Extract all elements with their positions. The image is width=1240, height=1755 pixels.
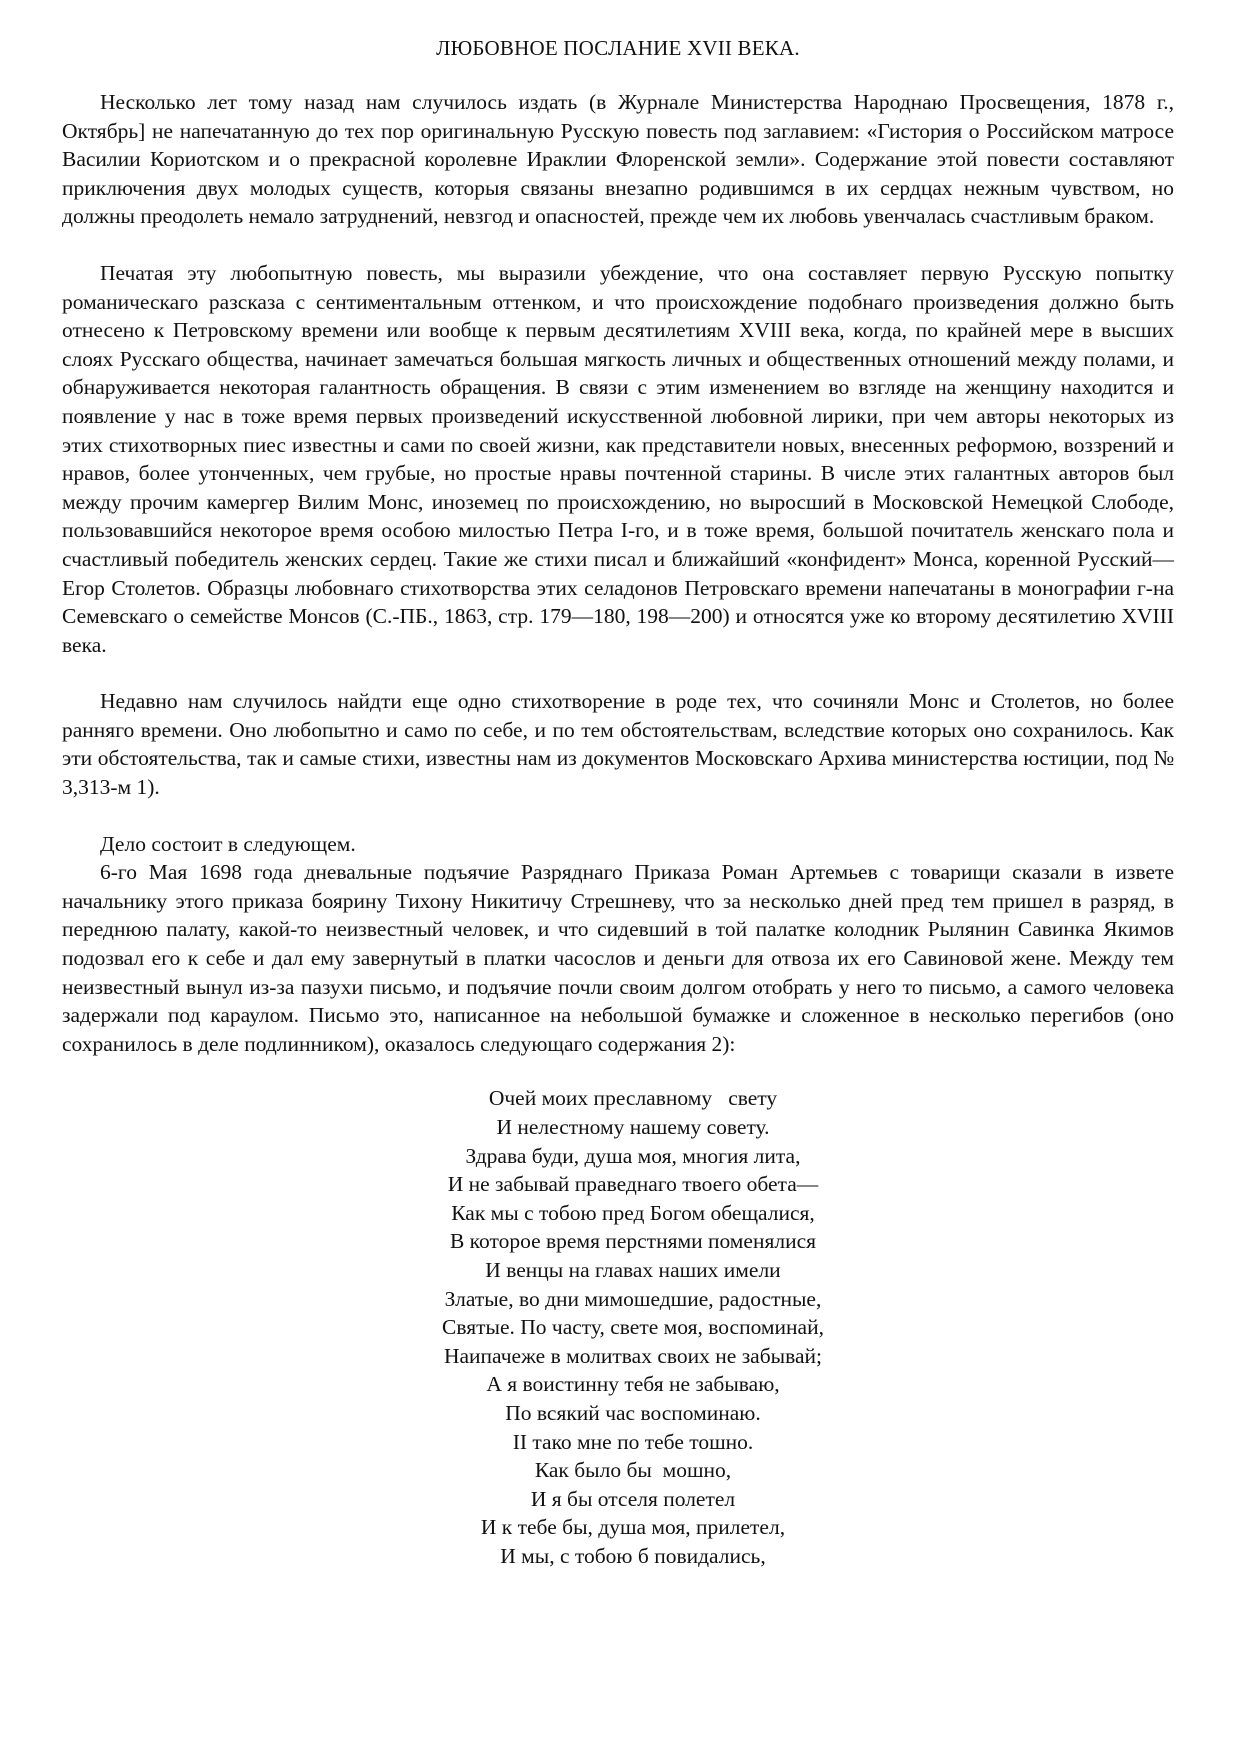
poem-line: И венцы на главах наших имели	[485, 1257, 781, 1282]
poem-line: Святые. По часту, свете моя, воспоминай,	[442, 1315, 824, 1340]
poem-line: В которое время перстнями поменялися	[449, 1229, 817, 1254]
paragraph-gap	[62, 231, 1174, 259]
poem-line: А я воистинну тебя не забываю,	[486, 1372, 780, 1397]
poem-line: II тако мне по тебе тошно.	[512, 1429, 754, 1454]
poem-line: Как мы с тобою пред Богом обещалися,	[451, 1200, 815, 1225]
paragraph: Несколько лет тому назад нам случилось издать (в Журнале Министерства Народнаю Просвещения, 1878 г., Октябрь] не напечатанную до тех пор оригинальную Русскую повесть под заглавием: «Гистория о Российском матросе Василии Кориотском и о прекрасной королевне Ираклии Флоренской земли». Содержание этой повести составляют приключения двух молодых существ, которыя связаны внезапно родившимся в их сердцах нежным чувством, но должны преодолеть немало затруднений, невзгод и опасностей, прежде чем их любовь увенчалась счастливым браком.	[62, 90, 1174, 229]
poem-line: И я бы отселя полетел	[530, 1486, 736, 1511]
poem-line: И к тебе бы, душа моя, прилетел,	[480, 1515, 786, 1540]
poem-line: По всякий час воспоминаю.	[505, 1400, 761, 1425]
paragraph-gap	[62, 659, 1174, 687]
poem-line: И мы, с тобою б повидались,	[500, 1543, 766, 1568]
poem-line: Здрава буди, душа моя, многия лита,	[465, 1143, 801, 1168]
poem-line: Очей моих преславному свету	[488, 1086, 778, 1111]
poem	[62, 1084, 1174, 1570]
poem-line: Как было бы мошно,	[534, 1458, 732, 1483]
poem-line: И нелестному нашему совету.	[496, 1115, 770, 1139]
document-title: ЛЮБОВНОЕ ПОСЛАНИЕ XVII ВЕКА.	[436, 36, 800, 60]
poem-line: Златые, во дни мимошедшие, радостные,	[444, 1286, 822, 1311]
paragraph: Дело состоит в следующем.	[100, 831, 356, 856]
poem-line: И не забывай праведнаго твоего обета—	[447, 1172, 819, 1197]
paragraph: Печатая эту любопытную повесть, мы выразили убеждение, что она составляет первую Русскую попытку романическаго разсказа с сентиментальным оттенком, и что происхождение подобнаго произведения должно быть отнесено к Петровскому времени или вообще к первым десятилетиям XVIII века, когда, по крайней мере в высших слоях Русскаго общества, начинает замечаться большая мягкость личных и общественных отношений между полами, и обнаруживается некоторая галантность обращения. В связи с этим изменением во взгляде на женщину находится и появление у нас в тоже время первых произведений искусственной любовной лирики, при чем авторы некоторых из этих стихотворных пиес известны и сами по своей жизни, как представители новых, внесенных реформою, воззрений и нравов, более утонченных, чем грубые, но простые нравы почтенной старины. В числе этих галантных авторов был между прочим камергер Вилим Монс, иноземец по происхождению, но выросший в Московской Немецкой Слободе, пользовавшийся некоторое время особою милостью Петра I-го, и в тоже время, большой почитатель женскаго пола и счастливый победитель женских сердец. Такие же стихи писал и ближайший «конфидент» Монса, коренной Русский—Егор Столетов. Образцы любовнаго стихотворства этих селадонов Петровскаго времени напечатаны в монографии г-на Семевскаго о семействе Монсов (С.-ПБ., 1863, стр. 179—180, 198—200) и относятся уже ко второму десятилетию XVIII века.	[62, 260, 1174, 657]
paragraph: 6-го Мая 1698 года дневальные подъячие Разряднаго Приказа Роман Артемьев с товарищи сказали в извете начальнику этого приказа боярину Тихону Никитичу Стрешневу, что за несколько дней пред тем пришел в разряд, в переднюю палату, какой-то неизвестный человек, и что сидевший в той палатке колодник Рылянин Савинка Якимов подозвал его к себе и дал ему завернутый в платки часослов и деньги для отвоза их его Савиновой жене. Между тем неизвестный вынул из-за пазухи письмо, и подъячие почли своим долгом отобрать у него то письмо, а самого человека задержали под караулом. Письмо это, написанное на небольшой бумажке и сложенное в несколько перегибов (оно сохранилось в деле подлинником), оказалось следующаго содержания 2):	[62, 860, 1174, 1056]
paragraph: Недавно нам случилось найдти еще одно стихотворение в роде тех, что сочиняли Монс и Столетов, но более ранняго времени. Оно любопытно и само по себе, и по тем обстоятельствам, вследствие которых оно сохранилось. Как эти обстоятельства, так и самые стихи, известны нам из документов Московскаго Архива министерства юстиции, под № 3,313-м 1).	[62, 689, 1174, 800]
paragraph-gap	[62, 802, 1174, 830]
document-page	[62, 34, 1174, 1571]
poem-line: Наипачеже в молитвах своих не забывай;	[443, 1343, 823, 1368]
